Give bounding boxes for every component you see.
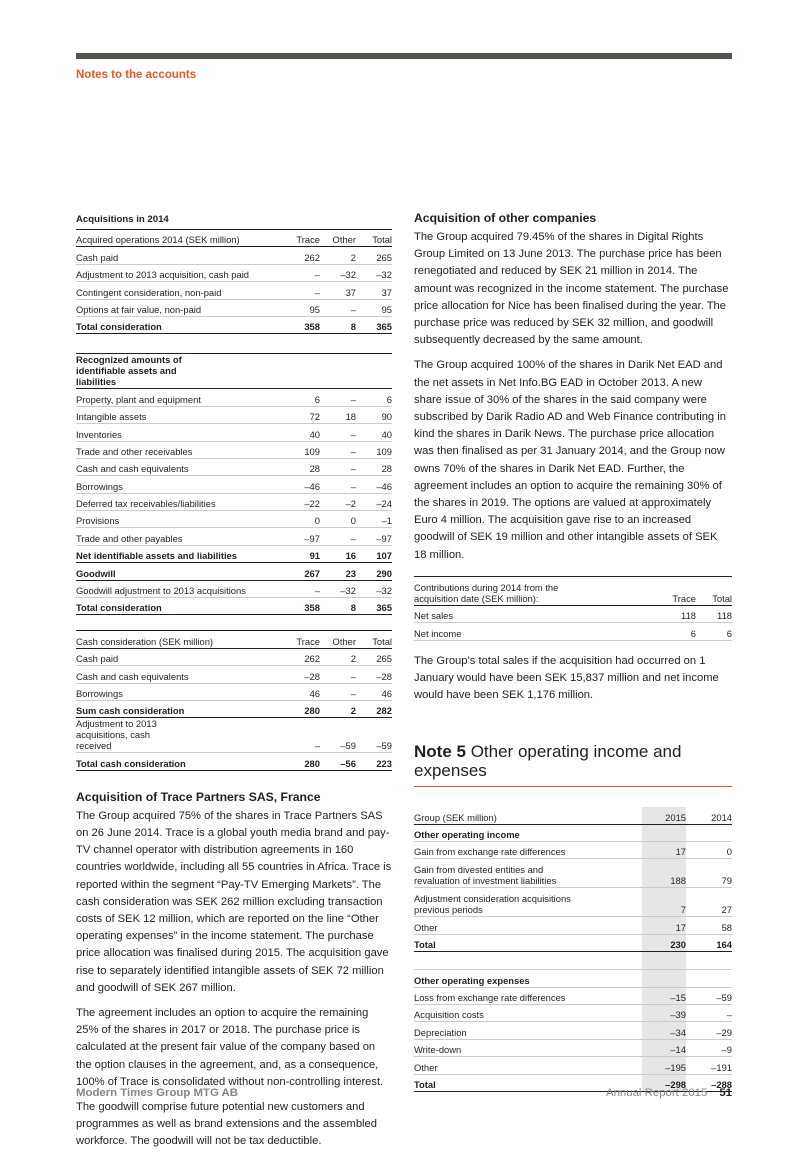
expense-total-row: Total –298 –288 [414, 1074, 732, 1091]
table-row: Gain from exchange rate differences 17 0 [414, 842, 732, 859]
net-assets-row: Net identifiable assets and liabilities 91 16 107 [76, 545, 392, 562]
table-row: Write-down –14 –9 [414, 1039, 732, 1056]
table-row: Inventories 40 – 40 [76, 424, 392, 441]
table-header: Acquired operations 2014 (SEK million) Trace Other Total [76, 230, 392, 247]
trace-paragraph-3: The goodwill comprise future potential new customers and programmes as well as brand extensions and the assembled workforce. The goodwill will not be tax deductible. [76, 1101, 377, 1148]
table-row: Adjustment to 2013 acquisition, cash paid – –32 –32 [76, 264, 392, 281]
trace-heading: Acquisition of Trace Partners SAS, France [76, 789, 321, 804]
table-row: Cash paid 262 2 265 [76, 648, 392, 665]
note5-title-text: Other operating income and expenses [414, 742, 682, 781]
page-number: 51 [719, 1087, 732, 1099]
spacer-row [414, 952, 732, 970]
table-row: Trade and other receivables 109 – 109 [76, 441, 392, 458]
table-row: Trade and other payables –97 – –97 [76, 528, 392, 545]
other-companies-heading: Acquisition of other companies [414, 211, 597, 225]
table-row: Loss from exchange rate differences –15 –59 [414, 987, 732, 1004]
table-row: Goodwill adjustment to 2013 acquisitions – –32 –32 [76, 580, 392, 597]
contributions-table [414, 577, 732, 641]
table-row: Cash and cash equivalents –28 – –28 [76, 666, 392, 683]
table-row: Adjustment consideration acquisitions previous periods 7 27 [414, 888, 732, 917]
section-label: Notes to the accounts [76, 69, 197, 81]
top-rule [76, 53, 732, 59]
other-companies-paragraph-1: The Group acquired 79.45% of the shares in Digital Rights Group Limited on 13 June 2013. The purchase price has been renegotiated and reduced by SEK 21 million in 2014. The amount was recognized in the income statement. The purchase price allocation for Nice has been finalised during the year. The purchase price was reduced by SEK 32 million, and goodwill subsequently decreased by the same amount. [414, 231, 729, 347]
other-companies-paragraph-2: The Group acquired 100% of the shares in Darik Net EAD and the net assets in Net Info.BG EAD in October 2013. A new share issue of 30% of the shares in the said company were subscribed by Darik Radio AD and Web Finance contributing in kind the shares in Darik News. The purchase price allocation was then finalised as per 31 January 2014, and the Group now owns 70% of the shares in Darik Net EAD. Further, the agreement includes an option to acquire the remaining 30% of the shares in 2019. The options are valued at approximately Euro 4 million. The acquisition gave rise to an increased goodwill of SEK 19 million and other intangible assets of SEK 18 million. [414, 359, 726, 561]
table-row: Cash paid 262 2 265 [76, 247, 392, 264]
table-row: Gain from divested entities and revaluation of investment liabilities 188 79 [414, 859, 732, 888]
recognized-table [76, 354, 392, 615]
trace-paragraph-1: The Group acquired 75% of the shares in Trace Partners SAS on 26 June 2014. Trace is a global youth media brand and pay-TV channel operator with distribution agreements in 160 countries worldwide, including all 55 countries in Africa. Trace is reported within the segment “Pay-TV Emerging Markets”. The cash consideration was SEK 262 million excluding transaction costs of SEK 12 million, which are reported on the line “Other operating expenses” in the income statement. The purchase price allocation was finalised during 2015. The acquisition gave rise to separately identified intangible assets of SEK 72 million and goodwill of SEK 267 million. [76, 809, 392, 994]
table-row: Options at fair value, non-paid 95 – 95 [76, 299, 392, 316]
table-row: Net sales 118 118 [414, 605, 732, 622]
table-row: Borrowings –46 – –46 [76, 476, 392, 493]
table-row: Contingent consideration, non-paid – 37 37 [76, 282, 392, 299]
note5-table [414, 807, 732, 1092]
cash-consideration-table [76, 631, 392, 770]
goodwill-row: Goodwill 267 23 290 [76, 563, 392, 580]
table-header: Cash consideration (SEK million) Trace Other Total [76, 631, 392, 648]
expense-heading-row: Other operating expenses [414, 970, 732, 987]
table-row: Provisions 0 0 –1 [76, 511, 392, 528]
contributions-note: The Group’s total sales if the acquisition had occurred on 1 January would have been SEK 15,837 million and net income would have been SEK 1,176 million. [414, 654, 719, 702]
table-header: Recognized amounts of identifiable assets and liabilities [76, 354, 392, 389]
acquisitions-title: Acquisitions in 2014 [76, 214, 169, 225]
acquisitions-table [76, 230, 392, 334]
table-row: Net income 6 6 [414, 623, 732, 640]
table-header: Group (SEK million) 2015 2014 [414, 807, 732, 824]
trace-paragraph-2: The agreement includes an option to acquire the remaining 25% of the shares in 2017 or 2018. The purchase price is calculated at the present fair value of the company based on the option clauses in the agreement, and, as a consequence, 100% of Trace is consolidated without non-controlling interest. [76, 1007, 384, 1088]
total-row: Total consideration 358 8 365 [76, 316, 392, 333]
table-row: Acquisition costs –39 – [414, 1004, 732, 1021]
footer-report-name: Annual Report 2015 [606, 1087, 708, 1099]
footer-company: Modern Times Group MTG AB [76, 1087, 239, 1099]
table-row: Other –195 –191 [414, 1057, 732, 1074]
table-row: Borrowings 46 – 46 [76, 683, 392, 700]
table-row: Other 17 58 [414, 917, 732, 934]
left-column [76, 214, 392, 1159]
table-row: Deferred tax receivables/liabilities –22 –2 –24 [76, 493, 392, 510]
total-row: Total cash consideration 280 –56 223 [76, 753, 392, 770]
table-row: Cash and cash equivalents 28 – 28 [76, 458, 392, 475]
footer-report [606, 1087, 732, 1099]
income-heading-row: Other operating income [414, 824, 732, 841]
note5-number: Note 5 [414, 742, 466, 762]
total-row: Total consideration 358 8 365 [76, 598, 392, 615]
right-column [414, 211, 732, 1092]
sum-row: Sum cash consideration 280 2 282 [76, 700, 392, 717]
table-header: Contributions during 2014 from the acquisition date (SEK million): Trace Total [414, 577, 732, 606]
table-row: Property, plant and equipment 6 – 6 [76, 389, 392, 406]
table-row: Depreciation –34 –29 [414, 1022, 732, 1039]
income-total-row: Total 230 164 [414, 934, 732, 951]
table-row: Adjustment to 2013 acquisitions, cash received – –59 –59 [76, 718, 392, 752]
note5-title [414, 742, 732, 787]
table-row: Intangible assets 72 18 90 [76, 406, 392, 423]
